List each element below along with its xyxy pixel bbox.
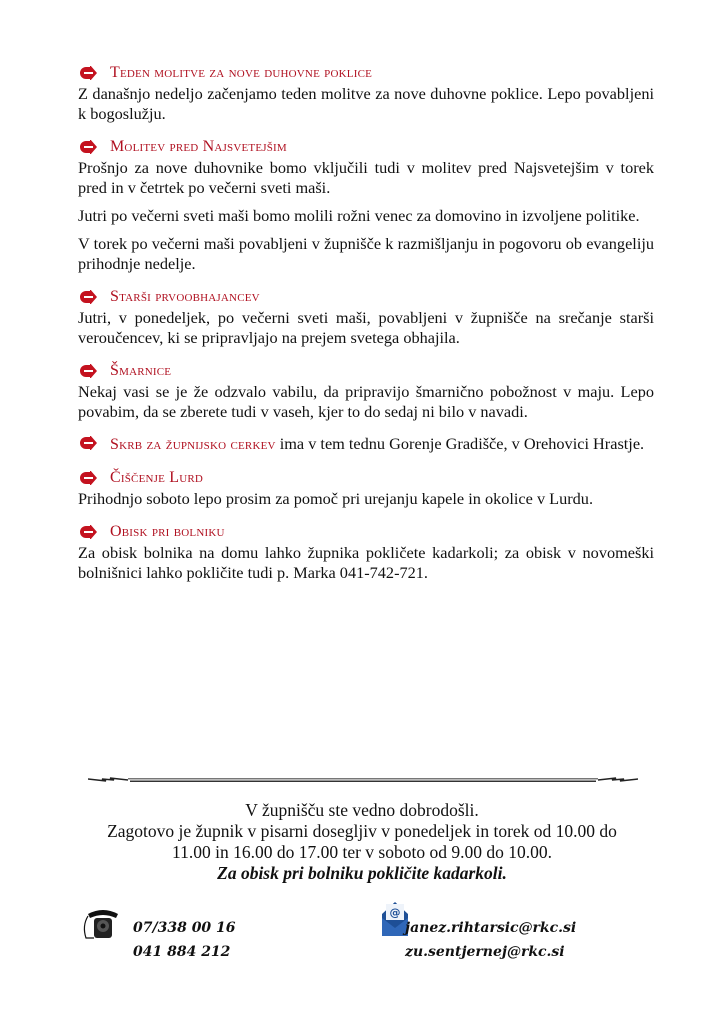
section-parents bbox=[78, 286, 654, 348]
contacts bbox=[80, 906, 680, 972]
announcements bbox=[78, 62, 654, 595]
section-text: Jutri, v ponedeljek, po večerni sveti maši, povabljeni v župnišče na srečanje starši veroučencev, ki se pripravljajo na prejem svetega obhajila. bbox=[78, 308, 654, 347]
footer-info bbox=[40, 800, 684, 884]
section-title: Čiščenje Lurd bbox=[110, 469, 204, 486]
arrow-right-icon bbox=[78, 525, 98, 539]
section-text: Z današnjo nedeljo začenjamo teden molitve za nove duhovne poklice. Lepo povabljeni k bogoslužju. bbox=[78, 84, 654, 123]
footer-hours-line1: Zagotovo je župnik v pisarni dosegljiv v ponedeljek in torek od 10.00 do bbox=[107, 821, 617, 841]
section-church-care bbox=[78, 434, 654, 455]
mobile-number: 041 884 212 bbox=[133, 944, 231, 960]
section-inline-text: ima v tem tednu Gorenje Gradišče, v Orehovici Hrastje. bbox=[275, 434, 645, 453]
email-address[interactable]: janez.rihtarsic@rkc.si bbox=[405, 920, 577, 936]
footer-hours-line2: 11.00 in 16.00 do 17.00 ter v soboto od 9.00 do 10.00. bbox=[172, 842, 552, 862]
arrow-right-icon bbox=[78, 66, 98, 80]
footer-welcome: V župnišču ste vedno dobrodošli. bbox=[245, 800, 479, 820]
section-title: Teden molitve za nove duhovne poklice bbox=[110, 64, 373, 81]
arrow-right-icon bbox=[78, 364, 98, 378]
section-lurd-cleaning bbox=[78, 467, 654, 509]
section-title: Starši prvoobhajancev bbox=[110, 288, 260, 305]
section-title: Molitev pred Najsvetejšim bbox=[110, 138, 287, 155]
section-title: Obisk pri bolniku bbox=[110, 523, 225, 540]
section-text: Za obisk bolnika na domu lahko župnika pokličete kadarkoli; za obisk v novomeški bolnišnici lahko pokličite tudi p. Marka 041-742-721. bbox=[78, 543, 654, 582]
arrow-right-icon bbox=[78, 290, 98, 304]
arrow-right-icon bbox=[78, 140, 98, 154]
section-title: Šmarnice bbox=[110, 362, 172, 379]
section-text: Prihodnjo soboto lepo prosim za pomoč pri urejanju kapele in okolice v Lurdu. bbox=[78, 489, 594, 508]
footer-sick-note: Za obisk pri bolniku pokličite kadarkoli. bbox=[217, 863, 507, 883]
section-text bbox=[78, 434, 654, 455]
telephone-icon bbox=[80, 906, 126, 942]
section-sick-visit bbox=[78, 521, 654, 583]
arrow-right-icon bbox=[78, 471, 98, 485]
section-text: Prošnjo za nove duhovnike bomo vključili tudi v molitev pred Najsvetejšim v torek pred in v četrtek po večerni sveti maši. bbox=[78, 158, 654, 197]
section-text: Jutri po večerni sveti maši bomo molili rožni venec za domovino in izvoljene politike. bbox=[78, 206, 640, 225]
svg-text:@: @ bbox=[389, 906, 401, 919]
section-text: V torek po večerni maši povabljeni v župnišče k razmišljanju in pogovoru ob evangeliju prihodnje nedelje. bbox=[78, 234, 654, 273]
section-adoration bbox=[78, 136, 654, 274]
section-text: Nekaj vasi se je že odzvalo vabilu, da pripravijo šmarnično pobožnost v maju. Lepo povabim, da se zberete tudi v vaseh, kjer to do sedaj ni bilo v navadi. bbox=[78, 382, 654, 421]
ornamental-divider bbox=[88, 775, 638, 785]
email-address[interactable]: zu.sentjernej@rkc.si bbox=[405, 944, 565, 960]
arrow-right-icon bbox=[78, 436, 98, 450]
section-prayer-week bbox=[78, 62, 654, 124]
section-smarnice bbox=[78, 360, 654, 422]
phone-number: 07/338 00 16 bbox=[133, 920, 236, 936]
section-title: Skrb za župnijsko cerkev bbox=[110, 436, 276, 453]
